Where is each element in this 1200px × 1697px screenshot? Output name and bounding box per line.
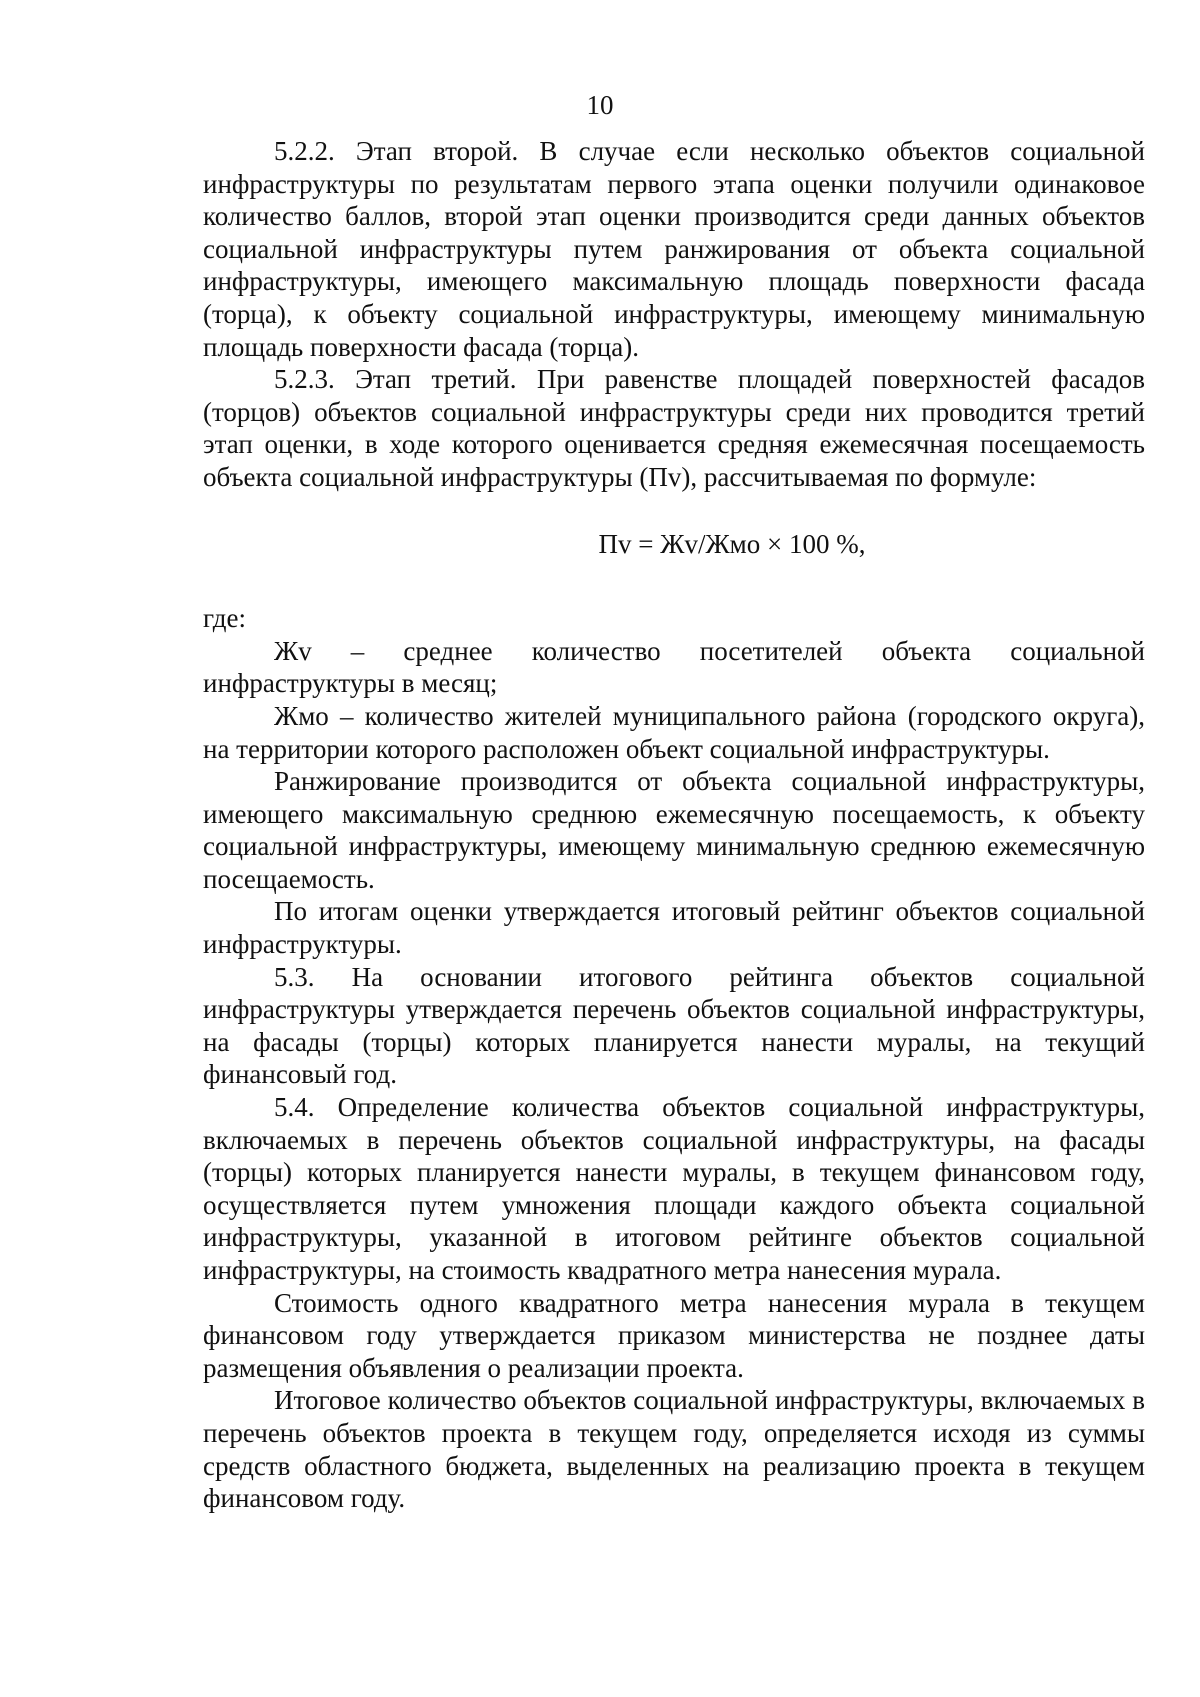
paragraph-5-2-2: 5.2.2. Этап второй. В случае если несколько объектов социальной инфраструктуры по результатам первого этапа оценки получили одинаковое количество баллов, второй этап оценки производится среди данных объектов социальной инфраструктуры путем ранжирования от объекта социальной инфраструктуры, имеющего максимальную площадь поверхности фасада (торца), к объекту социальной инфраструктуры, имеющему минимальную площадь поверхности фасада (торца). <box>203 136 1145 362</box>
paragraph-5-2-3: 5.2.3. Этап третий. При равенстве площадей поверхностей фасадов (торцов) объектов социальной инфраструктуры среди них проводится третий этап оценки, в ходе которого оценивается средняя ежемесячная посещаемость объекта социальной инфраструктуры (Пv), рассчитываемая по формуле: <box>203 364 1145 492</box>
paragraph-final-rating: По итогам оценки утверждается итоговый рейтинг объектов социальной инфраструктуры. <box>203 896 1145 960</box>
paragraph-total-count: Итоговое количество объектов социальной инфраструктуры, включаемых в перечень объектов проекта в текущем году, определяется исходя из суммы средств областного бюджета, выделенных на реализацию проекта в текущем финансовом году. <box>203 1385 1145 1514</box>
paragraph-cost: Стоимость одного квадратного метра нанесения мурала в текущем финансовом году утверждается приказом министерства не позднее даты размещения объявления о реализации проекта. <box>203 1287 1145 1383</box>
formula: Пv = Жv/Жмо × 100 %, <box>598 528 866 559</box>
document-body <box>203 135 1145 1515</box>
paragraph-ranking: Ранжирование производится от объекта социальной инфраструктуры, имеющего максимальную среднюю ежемесячную посещаемость, к объекту социальной инфраструктуры, имеющему минимальную среднюю ежемесячную посещаемость. <box>203 766 1145 894</box>
where-label: где: <box>203 603 246 634</box>
page-number: 10 <box>586 90 614 120</box>
paragraph-5-3: 5.3. На основании итогового рейтинга объектов социальной инфраструктуры утверждается перечень объектов социальной инфраструктуры, на фасады (торцы) которых планируется нанести муралы, на текущий финансовый год. <box>203 961 1145 1090</box>
definition-zhv: Жv – среднее количество посетителей объекта социальной инфраструктуры в месяц; <box>203 635 1145 699</box>
definition-zhmo: Жмо – количество жителей муниципального района (городского округа), на территории которого расположен объект социальной инфраструктуры. <box>203 700 1145 764</box>
paragraph-5-4: 5.4. Определение количества объектов социальной инфраструктуры, включаемых в перечень объектов социальной инфраструктуры, на фасады (торцы) которых планируется нанести муралы, в текущем финансовом году, осуществляется путем умножения площади каждого объекта социальной инфраструктуры, указанной в итоговом рейтинге объектов социальной инфраструктуры, на стоимость квадратного метра нанесения мурала. <box>203 1092 1145 1285</box>
